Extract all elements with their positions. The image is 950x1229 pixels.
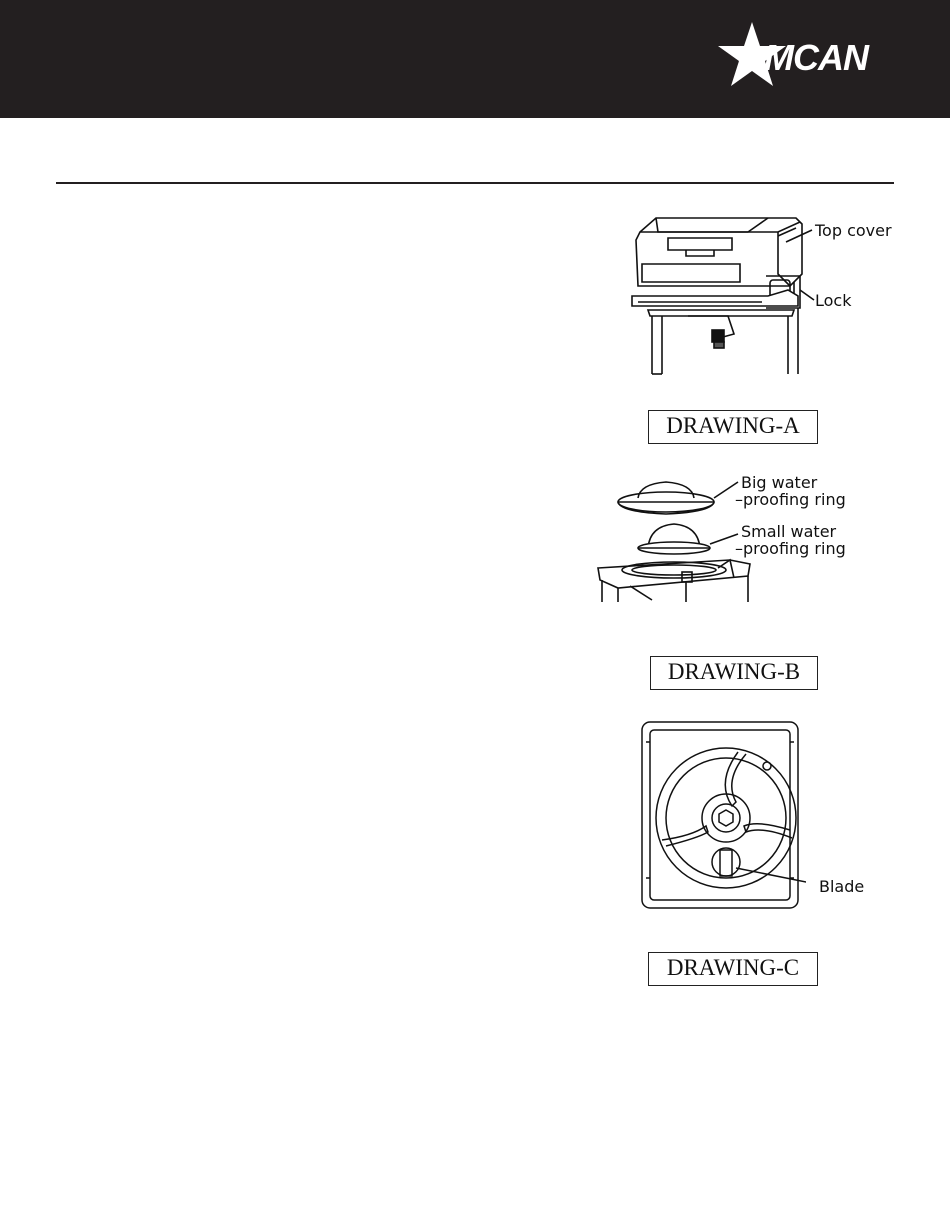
drawing-c-callout-blade: Blade bbox=[819, 877, 865, 896]
drawing-a-illustration bbox=[628, 210, 818, 380]
header-divider bbox=[56, 182, 894, 184]
brand-logo-text: OMCAN bbox=[737, 37, 868, 78]
drawing-b-callout-big-ring-2: –proofing ring bbox=[735, 490, 846, 509]
drawing-b-callout-small-ring-1: Small water bbox=[741, 522, 837, 541]
drawing-b-label: DRAWING-B bbox=[650, 656, 818, 690]
drawing-c-illustration bbox=[640, 720, 806, 910]
drawing-a-label: DRAWING-A bbox=[648, 410, 818, 444]
drawing-a-callout-lock: Lock bbox=[815, 291, 852, 310]
drawing-c-label: DRAWING-C bbox=[648, 952, 818, 986]
drawing-a-callout-top-cover: Top cover bbox=[815, 221, 892, 240]
header-bar bbox=[0, 0, 950, 118]
drawing-b-callout-big-ring-1: Big water bbox=[741, 473, 818, 492]
drawing-b-callout-small-ring-2: –proofing ring bbox=[735, 539, 846, 558]
